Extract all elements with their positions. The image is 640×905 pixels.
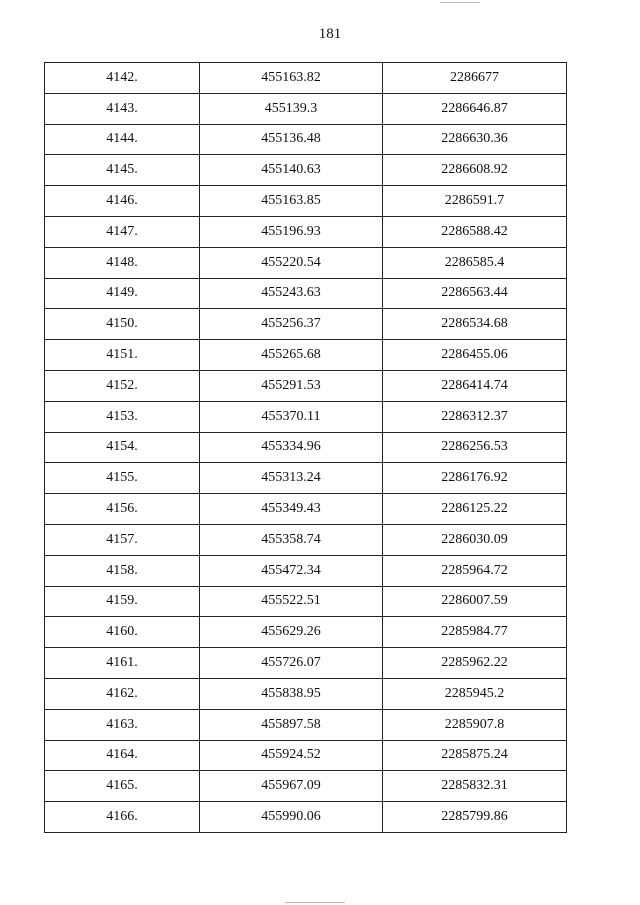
y-coordinate-cell: 2286455.06 — [383, 340, 567, 371]
point-number-cell: 4152. — [45, 370, 200, 401]
y-coordinate-cell: 2285962.22 — [383, 648, 567, 679]
point-number-cell: 4149. — [45, 278, 200, 309]
y-coordinate-cell: 2286534.68 — [383, 309, 567, 340]
coordinates-table-body — [45, 63, 567, 833]
x-coordinate-cell: 455220.54 — [200, 247, 383, 278]
y-coordinate-cell: 2286414.74 — [383, 370, 567, 401]
point-number-cell: 4163. — [45, 709, 200, 740]
table-row — [45, 771, 567, 802]
x-coordinate-cell: 455256.37 — [200, 309, 383, 340]
x-coordinate-cell: 455291.53 — [200, 370, 383, 401]
x-coordinate-cell: 455163.85 — [200, 186, 383, 217]
y-coordinate-cell: 2285945.2 — [383, 678, 567, 709]
x-coordinate-cell: 455924.52 — [200, 740, 383, 771]
table-row — [45, 617, 567, 648]
point-number-cell: 4166. — [45, 802, 200, 833]
table-row — [45, 524, 567, 555]
table-row — [45, 247, 567, 278]
point-number-cell: 4161. — [45, 648, 200, 679]
x-coordinate-cell: 455243.63 — [200, 278, 383, 309]
x-coordinate-cell: 455838.95 — [200, 678, 383, 709]
x-coordinate-cell: 455265.68 — [200, 340, 383, 371]
x-coordinate-cell: 455967.09 — [200, 771, 383, 802]
table-row — [45, 802, 567, 833]
table-row — [45, 555, 567, 586]
point-number-cell: 4146. — [45, 186, 200, 217]
table-row — [45, 124, 567, 155]
y-coordinate-cell: 2286585.4 — [383, 247, 567, 278]
y-coordinate-cell: 2286125.22 — [383, 494, 567, 525]
y-coordinate-cell: 2285964.72 — [383, 555, 567, 586]
page-number: 181 — [318, 26, 342, 42]
point-number-cell: 4162. — [45, 678, 200, 709]
x-coordinate-cell: 455140.63 — [200, 155, 383, 186]
y-coordinate-cell: 2285984.77 — [383, 617, 567, 648]
point-number-cell: 4145. — [45, 155, 200, 186]
table-row — [45, 370, 567, 401]
y-coordinate-cell: 2286256.53 — [383, 432, 567, 463]
y-coordinate-cell: 2286630.36 — [383, 124, 567, 155]
y-coordinate-cell: 2285907.8 — [383, 709, 567, 740]
x-coordinate-cell: 455358.74 — [200, 524, 383, 555]
y-coordinate-cell: 2286007.59 — [383, 586, 567, 617]
point-number-cell: 4155. — [45, 463, 200, 494]
table-row — [45, 155, 567, 186]
y-coordinate-cell: 2286563.44 — [383, 278, 567, 309]
point-number-cell: 4158. — [45, 555, 200, 586]
point-number-cell: 4150. — [45, 309, 200, 340]
point-number-cell: 4143. — [45, 93, 200, 124]
x-coordinate-cell: 455726.07 — [200, 648, 383, 679]
x-coordinate-cell: 455522.51 — [200, 586, 383, 617]
y-coordinate-cell: 2286677 — [383, 63, 567, 94]
x-coordinate-cell: 455139.3 — [200, 93, 383, 124]
table-row — [45, 432, 567, 463]
table-row — [45, 309, 567, 340]
x-coordinate-cell: 455629.26 — [200, 617, 383, 648]
y-coordinate-cell: 2286312.37 — [383, 401, 567, 432]
point-number-cell: 4153. — [45, 401, 200, 432]
table-row — [45, 709, 567, 740]
y-coordinate-cell: 2286176.92 — [383, 463, 567, 494]
point-number-cell: 4164. — [45, 740, 200, 771]
scan-edge-mark-top — [440, 2, 480, 3]
point-number-cell: 4156. — [45, 494, 200, 525]
table-row — [45, 63, 567, 94]
y-coordinate-cell: 2286030.09 — [383, 524, 567, 555]
point-number-cell: 4160. — [45, 617, 200, 648]
table-row — [45, 278, 567, 309]
y-coordinate-cell: 2285799.86 — [383, 802, 567, 833]
table-row — [45, 648, 567, 679]
x-coordinate-cell: 455370.11 — [200, 401, 383, 432]
table-row — [45, 340, 567, 371]
point-number-cell: 4144. — [45, 124, 200, 155]
table-row — [45, 740, 567, 771]
coordinates-table — [44, 62, 567, 833]
x-coordinate-cell: 455163.82 — [200, 63, 383, 94]
x-coordinate-cell: 455349.43 — [200, 494, 383, 525]
point-number-cell: 4142. — [45, 63, 200, 94]
table-row — [45, 93, 567, 124]
table-row — [45, 186, 567, 217]
x-coordinate-cell: 455313.24 — [200, 463, 383, 494]
y-coordinate-cell: 2285832.31 — [383, 771, 567, 802]
x-coordinate-cell: 455472.34 — [200, 555, 383, 586]
table-row — [45, 678, 567, 709]
scan-edge-mark-bottom — [285, 902, 345, 903]
y-coordinate-cell: 2286591.7 — [383, 186, 567, 217]
x-coordinate-cell: 455897.58 — [200, 709, 383, 740]
y-coordinate-cell: 2286608.92 — [383, 155, 567, 186]
point-number-cell: 4148. — [45, 247, 200, 278]
y-coordinate-cell: 2286646.87 — [383, 93, 567, 124]
y-coordinate-cell: 2285875.24 — [383, 740, 567, 771]
table-row — [45, 586, 567, 617]
x-coordinate-cell: 455196.93 — [200, 216, 383, 247]
x-coordinate-cell: 455136.48 — [200, 124, 383, 155]
table-row — [45, 216, 567, 247]
point-number-cell: 4165. — [45, 771, 200, 802]
point-number-cell: 4147. — [45, 216, 200, 247]
point-number-cell: 4151. — [45, 340, 200, 371]
table-row — [45, 463, 567, 494]
table-row — [45, 494, 567, 525]
point-number-cell: 4159. — [45, 586, 200, 617]
point-number-cell: 4157. — [45, 524, 200, 555]
x-coordinate-cell: 455334.96 — [200, 432, 383, 463]
point-number-cell: 4154. — [45, 432, 200, 463]
y-coordinate-cell: 2286588.42 — [383, 216, 567, 247]
x-coordinate-cell: 455990.06 — [200, 802, 383, 833]
table-row — [45, 401, 567, 432]
